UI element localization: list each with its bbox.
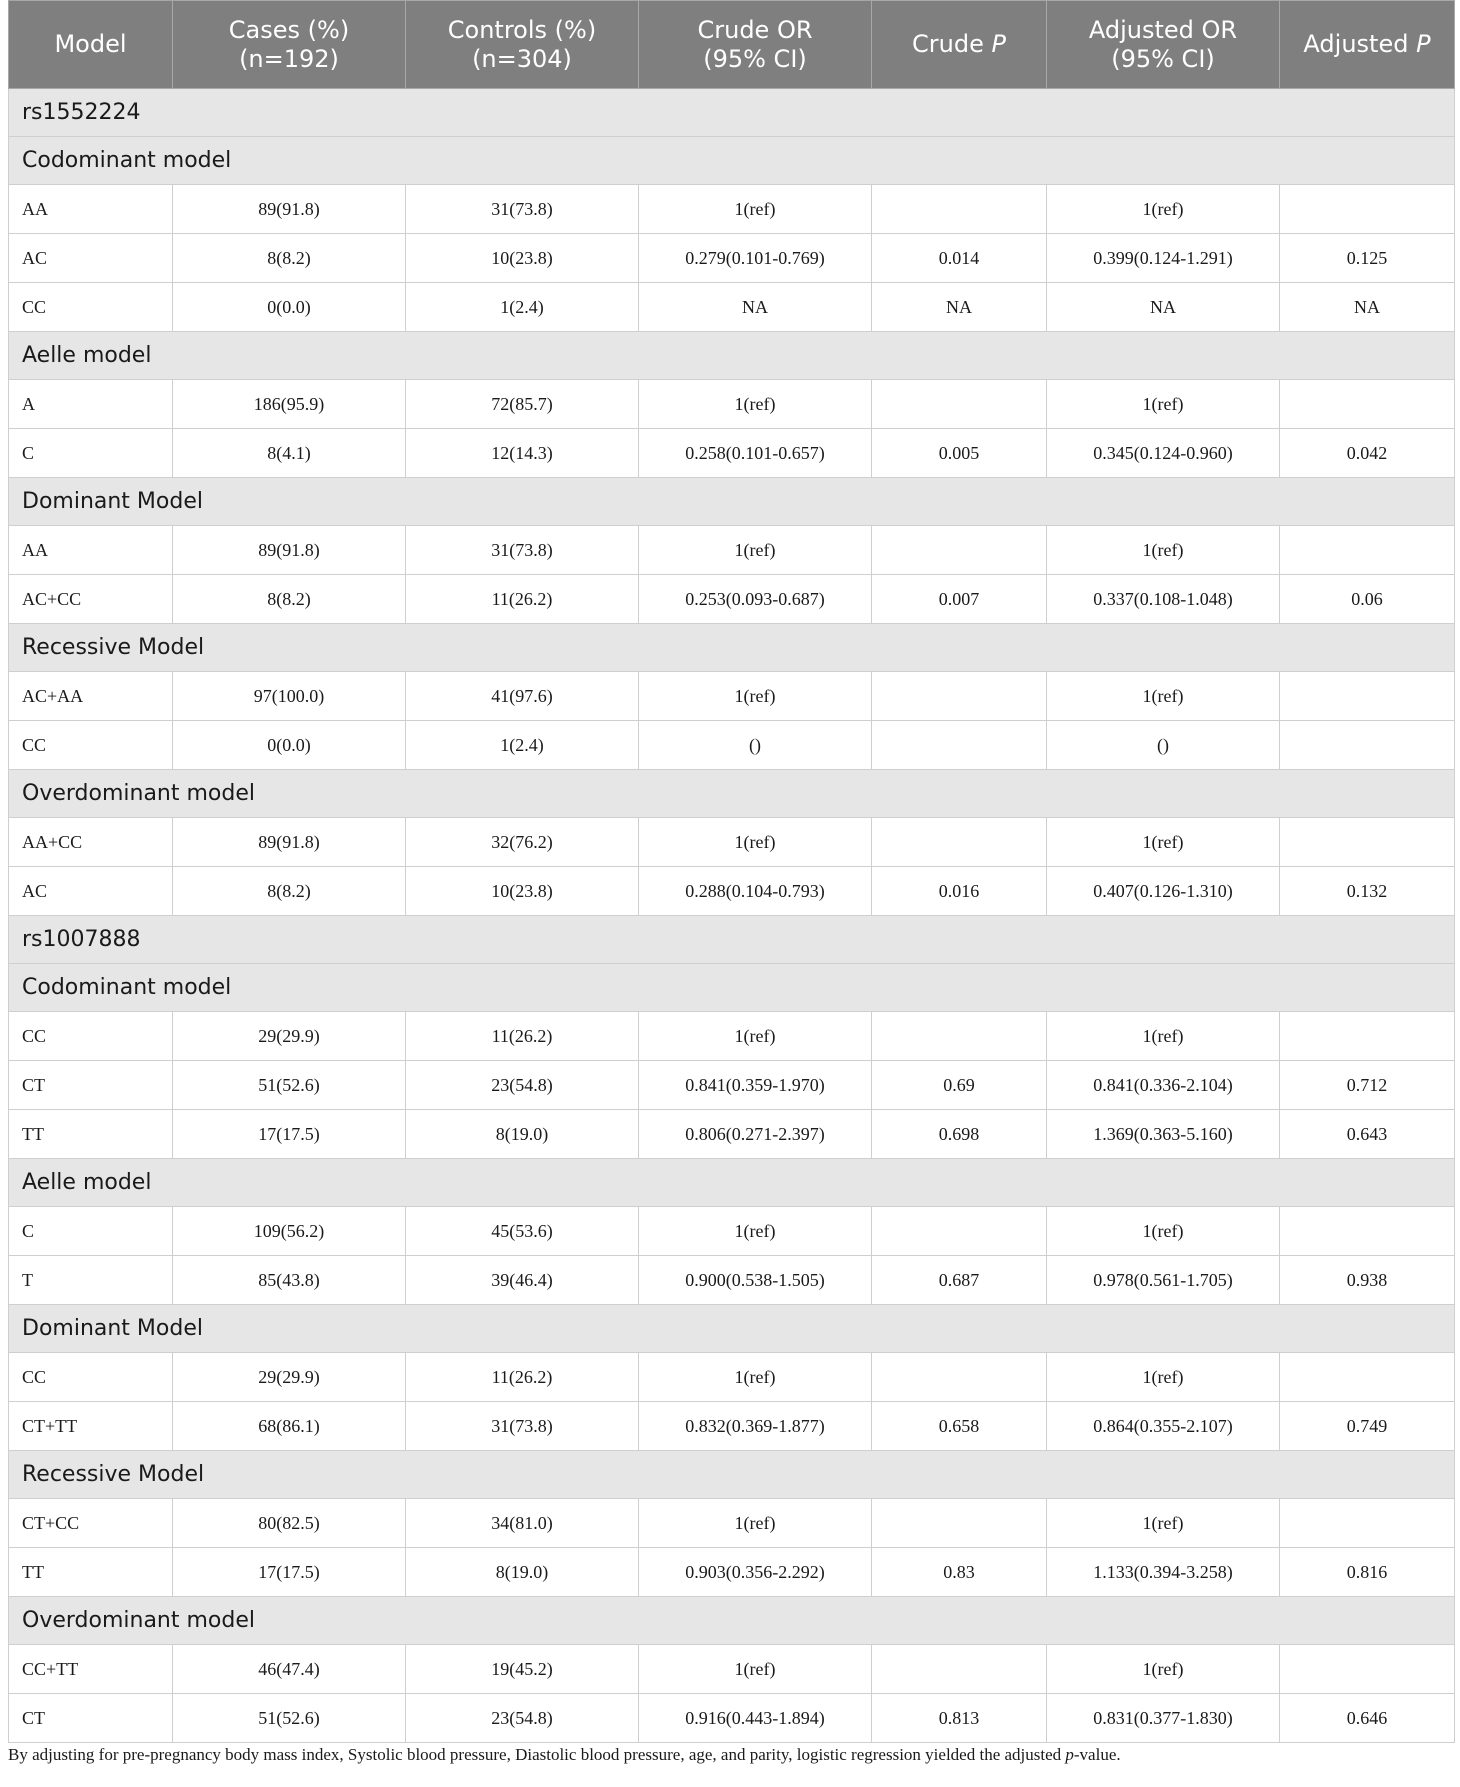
cell-crude-or: 0.903(0.356-2.292) xyxy=(639,1548,872,1597)
table-row xyxy=(9,867,1455,916)
cell-controls: 23(54.8) xyxy=(406,1061,639,1110)
cell-cases: 0(0.0) xyxy=(173,721,406,770)
table-row xyxy=(9,1110,1455,1159)
cell-adjusted-p xyxy=(1280,1207,1455,1256)
table-row xyxy=(9,185,1455,234)
cell-cases: 186(95.9) xyxy=(173,380,406,429)
cell-adjusted-p: 0.06 xyxy=(1280,575,1455,624)
cell-adjusted-or: 1(ref) xyxy=(1047,1353,1280,1402)
cell-genotype: CC xyxy=(9,1353,173,1402)
cell-cases: 89(91.8) xyxy=(173,526,406,575)
cell-adjusted-p: 0.132 xyxy=(1280,867,1455,916)
cell-adjusted-p xyxy=(1280,1012,1455,1061)
table-row xyxy=(9,234,1455,283)
cell-adjusted-p: NA xyxy=(1280,283,1455,332)
cell-controls: 10(23.8) xyxy=(406,234,639,283)
cell-genotype: AC+AA xyxy=(9,672,173,721)
table-row xyxy=(9,1207,1455,1256)
header-row xyxy=(9,1,1455,89)
cell-adjusted-or: 1(ref) xyxy=(1047,818,1280,867)
header-controls: Controls (%) (n=304) xyxy=(406,1,639,89)
cell-adjusted-or: () xyxy=(1047,721,1280,770)
cell-crude-or: 0.806(0.271-2.397) xyxy=(639,1110,872,1159)
cell-crude-p: 0.83 xyxy=(872,1548,1047,1597)
cell-controls: 31(73.8) xyxy=(406,1402,639,1451)
cell-crude-or: 0.279(0.101-0.769) xyxy=(639,234,872,283)
cell-crude-or: 1(ref) xyxy=(639,818,872,867)
cell-controls: 11(26.2) xyxy=(406,1012,639,1061)
table-row xyxy=(9,1061,1455,1110)
header-cases: Cases (%) (n=192) xyxy=(173,1,406,89)
cell-adjusted-p: 0.125 xyxy=(1280,234,1455,283)
cell-adjusted-or: 0.841(0.336-2.104) xyxy=(1047,1061,1280,1110)
cell-cases: 85(43.8) xyxy=(173,1256,406,1305)
table-row xyxy=(9,1548,1455,1597)
table-row xyxy=(9,1402,1455,1451)
cell-genotype: AC xyxy=(9,867,173,916)
cell-genotype: CT xyxy=(9,1694,173,1743)
cell-crude-or: 1(ref) xyxy=(639,526,872,575)
cell-cases: 29(29.9) xyxy=(173,1012,406,1061)
cell-controls: 32(76.2) xyxy=(406,818,639,867)
cell-crude-p: 0.69 xyxy=(872,1061,1047,1110)
cell-controls: 10(23.8) xyxy=(406,867,639,916)
table-row xyxy=(9,283,1455,332)
section-row xyxy=(9,1597,1455,1645)
table-row xyxy=(9,526,1455,575)
cell-crude-or: 1(ref) xyxy=(639,1499,872,1548)
cell-adjusted-or: 0.337(0.108-1.048) xyxy=(1047,575,1280,624)
cell-crude-p xyxy=(872,1353,1047,1402)
section-label: Codominant model xyxy=(9,137,1455,185)
table-row xyxy=(9,1353,1455,1402)
cell-controls: 23(54.8) xyxy=(406,1694,639,1743)
cell-crude-or: 1(ref) xyxy=(639,185,872,234)
cell-crude-or: 0.832(0.369-1.877) xyxy=(639,1402,872,1451)
cell-adjusted-or: 1(ref) xyxy=(1047,1207,1280,1256)
cell-controls: 11(26.2) xyxy=(406,1353,639,1402)
cell-genotype: TT xyxy=(9,1110,173,1159)
cell-adjusted-or: 1.369(0.363-5.160) xyxy=(1047,1110,1280,1159)
cell-cases: 51(52.6) xyxy=(173,1061,406,1110)
cell-crude-p: 0.813 xyxy=(872,1694,1047,1743)
cell-genotype: CT xyxy=(9,1061,173,1110)
section-label: rs1007888 xyxy=(9,916,1455,964)
table-row xyxy=(9,1694,1455,1743)
genetic-model-table xyxy=(8,0,1455,1743)
table-row xyxy=(9,429,1455,478)
cell-controls: 1(2.4) xyxy=(406,283,639,332)
table-row xyxy=(9,1256,1455,1305)
header-model: Model xyxy=(9,1,173,89)
section-label: rs1552224 xyxy=(9,89,1455,137)
cell-cases: 80(82.5) xyxy=(173,1499,406,1548)
cell-adjusted-or: 1(ref) xyxy=(1047,185,1280,234)
cell-genotype: AA+CC xyxy=(9,818,173,867)
section-row xyxy=(9,770,1455,818)
cell-adjusted-p xyxy=(1280,672,1455,721)
cell-controls: 11(26.2) xyxy=(406,575,639,624)
cell-genotype: AC xyxy=(9,234,173,283)
section-label: Aelle model xyxy=(9,1159,1455,1207)
cell-crude-p: 0.658 xyxy=(872,1402,1047,1451)
table-row xyxy=(9,380,1455,429)
cell-controls: 39(46.4) xyxy=(406,1256,639,1305)
cell-genotype: CT+TT xyxy=(9,1402,173,1451)
cell-crude-p: 0.698 xyxy=(872,1110,1047,1159)
cell-cases: 8(8.2) xyxy=(173,234,406,283)
cell-adjusted-p xyxy=(1280,818,1455,867)
cell-adjusted-p xyxy=(1280,1645,1455,1694)
cell-cases: 8(8.2) xyxy=(173,575,406,624)
cell-adjusted-p xyxy=(1280,185,1455,234)
cell-controls: 8(19.0) xyxy=(406,1548,639,1597)
results-table-container xyxy=(8,0,1454,1743)
cell-cases: 17(17.5) xyxy=(173,1548,406,1597)
cell-controls: 19(45.2) xyxy=(406,1645,639,1694)
cell-crude-or: 0.253(0.093-0.687) xyxy=(639,575,872,624)
cell-crude-p xyxy=(872,380,1047,429)
cell-adjusted-p xyxy=(1280,1353,1455,1402)
cell-adjusted-p xyxy=(1280,380,1455,429)
header-crude-or: Crude OR (95% CI) xyxy=(639,1,872,89)
cell-genotype: TT xyxy=(9,1548,173,1597)
cell-adjusted-or: 0.399(0.124-1.291) xyxy=(1047,234,1280,283)
cell-adjusted-or: 0.345(0.124-0.960) xyxy=(1047,429,1280,478)
cell-crude-or: 0.841(0.359-1.970) xyxy=(639,1061,872,1110)
cell-crude-p: 0.687 xyxy=(872,1256,1047,1305)
cell-controls: 8(19.0) xyxy=(406,1110,639,1159)
cell-controls: 34(81.0) xyxy=(406,1499,639,1548)
cell-crude-p xyxy=(872,1499,1047,1548)
section-row xyxy=(9,1305,1455,1353)
section-label: Recessive Model xyxy=(9,1451,1455,1499)
section-row xyxy=(9,916,1455,964)
cell-crude-p xyxy=(872,185,1047,234)
table-row xyxy=(9,721,1455,770)
cell-controls: 45(53.6) xyxy=(406,1207,639,1256)
cell-crude-p xyxy=(872,526,1047,575)
table-row xyxy=(9,818,1455,867)
cell-cases: 109(56.2) xyxy=(173,1207,406,1256)
section-label: Aelle model xyxy=(9,332,1455,380)
cell-genotype: CT+CC xyxy=(9,1499,173,1548)
cell-adjusted-p xyxy=(1280,1499,1455,1548)
cell-adjusted-or: 0.864(0.355-2.107) xyxy=(1047,1402,1280,1451)
cell-crude-p: NA xyxy=(872,283,1047,332)
cell-controls: 1(2.4) xyxy=(406,721,639,770)
cell-crude-p: 0.014 xyxy=(872,234,1047,283)
cell-adjusted-p: 0.042 xyxy=(1280,429,1455,478)
section-label: Dominant Model xyxy=(9,1305,1455,1353)
cell-adjusted-p: 0.816 xyxy=(1280,1548,1455,1597)
cell-crude-or: 1(ref) xyxy=(639,380,872,429)
cell-crude-or: 1(ref) xyxy=(639,1207,872,1256)
cell-adjusted-or: 0.407(0.126-1.310) xyxy=(1047,867,1280,916)
section-label: Overdominant model xyxy=(9,770,1455,818)
section-row xyxy=(9,332,1455,380)
section-row xyxy=(9,478,1455,526)
cell-genotype: AC+CC xyxy=(9,575,173,624)
cell-adjusted-p: 0.643 xyxy=(1280,1110,1455,1159)
section-label: Dominant Model xyxy=(9,478,1455,526)
table-row xyxy=(9,672,1455,721)
cell-controls: 31(73.8) xyxy=(406,185,639,234)
cell-adjusted-or: 1(ref) xyxy=(1047,1012,1280,1061)
section-row xyxy=(9,137,1455,185)
cell-adjusted-or: 0.978(0.561-1.705) xyxy=(1047,1256,1280,1305)
cell-adjusted-p xyxy=(1280,526,1455,575)
cell-adjusted-p: 0.712 xyxy=(1280,1061,1455,1110)
cell-genotype: CC+TT xyxy=(9,1645,173,1694)
cell-crude-p: 0.005 xyxy=(872,429,1047,478)
cell-adjusted-or: 1(ref) xyxy=(1047,1645,1280,1694)
cell-controls: 72(85.7) xyxy=(406,380,639,429)
section-row xyxy=(9,1159,1455,1207)
cell-crude-p: 0.016 xyxy=(872,867,1047,916)
cell-genotype: T xyxy=(9,1256,173,1305)
cell-controls: 31(73.8) xyxy=(406,526,639,575)
cell-crude-or: () xyxy=(639,721,872,770)
cell-adjusted-or: 1(ref) xyxy=(1047,1499,1280,1548)
cell-crude-p xyxy=(872,1645,1047,1694)
cell-crude-or: 0.288(0.104-0.793) xyxy=(639,867,872,916)
cell-crude-p xyxy=(872,1207,1047,1256)
cell-crude-p xyxy=(872,1012,1047,1061)
cell-adjusted-p: 0.646 xyxy=(1280,1694,1455,1743)
cell-crude-or: 0.916(0.443-1.894) xyxy=(639,1694,872,1743)
cell-crude-p: 0.007 xyxy=(872,575,1047,624)
section-row xyxy=(9,964,1455,1012)
table-row xyxy=(9,575,1455,624)
cell-cases: 8(4.1) xyxy=(173,429,406,478)
cell-adjusted-or: 1(ref) xyxy=(1047,526,1280,575)
cell-cases: 17(17.5) xyxy=(173,1110,406,1159)
cell-crude-or: 0.258(0.101-0.657) xyxy=(639,429,872,478)
cell-adjusted-p xyxy=(1280,721,1455,770)
section-label: Codominant model xyxy=(9,964,1455,1012)
cell-adjusted-p: 0.938 xyxy=(1280,1256,1455,1305)
cell-crude-or: 0.900(0.538-1.505) xyxy=(639,1256,872,1305)
section-row xyxy=(9,1451,1455,1499)
cell-genotype: C xyxy=(9,429,173,478)
table-row xyxy=(9,1645,1455,1694)
cell-genotype: AA xyxy=(9,185,173,234)
cell-genotype: CC xyxy=(9,283,173,332)
section-label: Recessive Model xyxy=(9,624,1455,672)
section-label: Overdominant model xyxy=(9,1597,1455,1645)
section-row xyxy=(9,624,1455,672)
cell-cases: 89(91.8) xyxy=(173,818,406,867)
cell-genotype: C xyxy=(9,1207,173,1256)
cell-crude-p xyxy=(872,818,1047,867)
cell-adjusted-p: 0.749 xyxy=(1280,1402,1455,1451)
cell-genotype: CC xyxy=(9,721,173,770)
cell-controls: 41(97.6) xyxy=(406,672,639,721)
cell-cases: 89(91.8) xyxy=(173,185,406,234)
table-row xyxy=(9,1499,1455,1548)
cell-cases: 0(0.0) xyxy=(173,283,406,332)
header-adjusted-p: Adjusted P xyxy=(1280,1,1455,89)
cell-crude-or: 1(ref) xyxy=(639,672,872,721)
cell-crude-or: 1(ref) xyxy=(639,1012,872,1061)
cell-adjusted-or: NA xyxy=(1047,283,1280,332)
cell-cases: 97(100.0) xyxy=(173,672,406,721)
cell-genotype: AA xyxy=(9,526,173,575)
cell-controls: 12(14.3) xyxy=(406,429,639,478)
cell-cases: 46(47.4) xyxy=(173,1645,406,1694)
cell-adjusted-or: 1.133(0.394-3.258) xyxy=(1047,1548,1280,1597)
cell-adjusted-or: 1(ref) xyxy=(1047,380,1280,429)
cell-genotype: CC xyxy=(9,1012,173,1061)
cell-crude-or: 1(ref) xyxy=(639,1645,872,1694)
header-crude-p: Crude P xyxy=(872,1,1047,89)
cell-genotype: A xyxy=(9,380,173,429)
cell-cases: 68(86.1) xyxy=(173,1402,406,1451)
table-row xyxy=(9,1012,1455,1061)
cell-cases: 29(29.9) xyxy=(173,1353,406,1402)
table-body xyxy=(9,89,1455,1743)
cell-cases: 51(52.6) xyxy=(173,1694,406,1743)
table-footnote: By adjusting for pre-pregnancy body mass index, Systolic blood pressure, Diastolic blood pressure, age, and parity, logistic regression yielded the adjusted p-value. xyxy=(8,1745,1121,1764)
cell-crude-p xyxy=(872,672,1047,721)
cell-cases: 8(8.2) xyxy=(173,867,406,916)
section-row xyxy=(9,89,1455,137)
cell-adjusted-or: 1(ref) xyxy=(1047,672,1280,721)
cell-crude-or: NA xyxy=(639,283,872,332)
cell-adjusted-or: 0.831(0.377-1.830) xyxy=(1047,1694,1280,1743)
header-adjusted-or: Adjusted OR (95% CI) xyxy=(1047,1,1280,89)
cell-crude-or: 1(ref) xyxy=(639,1353,872,1402)
cell-crude-p xyxy=(872,721,1047,770)
